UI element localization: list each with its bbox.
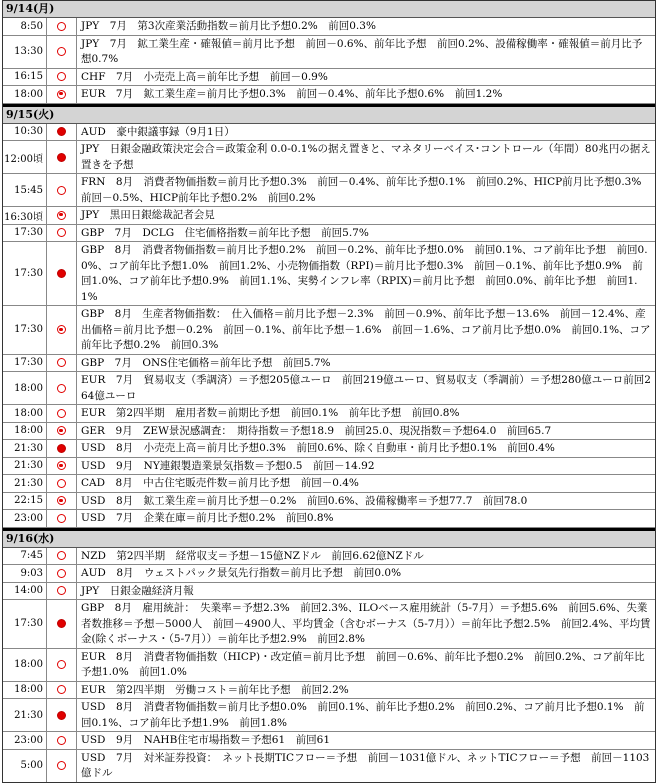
importance-solid-circle-icon [57,711,66,720]
event-row [3,583,655,601]
importance-open-circle-icon [57,22,66,31]
event-row [3,207,655,225]
importance-cell [47,548,77,565]
importance-double-circle-icon [57,90,66,99]
event-description: JPY 7月 鉱工業生産・確報値＝前月比予想 前回－0.6%、前年比予想 前回0.2%、設備稼働率・確報値＝前月比予想0.7% [81,37,643,65]
importance-cell [47,493,77,510]
event-time: 7:45 [3,548,47,565]
event-description: CAD 8月 中古住宅販売件数＝前月比予想 前回－0.4% [81,477,359,489]
importance-solid-circle-icon [57,127,66,136]
importance-cell [47,583,77,600]
event-time: 17:30 [3,225,47,242]
event-description: USD 8月 消費者物価指数＝前月比予想0.0% 前回0.1%、前年比予想0.2% 前回0.2%、コア前月比予想0.1% 前回0.1%、コア前年比予想1.9% 前回1.8% [81,701,645,729]
event-time: 23:00 [3,732,47,749]
importance-cell [47,510,77,527]
event-time: 13:30 [3,36,47,68]
importance-open-circle-icon [57,569,66,578]
event-row [3,565,655,583]
importance-cell [47,600,77,648]
importance-cell [47,174,77,206]
event-description: GBP 8月 雇用統計： 失業率＝予想2.3% 前回2.3%、ILOベース雇用統計（5-7月）＝予想5.6% 前回5.6%、失業者数推移＝予想－5000人 前回－4900人、平均賃金（含むボーナス（5-7月））＝前年比予想2.5% 前回2.4%、平均賃金(除くボーナス・（5-7月））＝前年比予想2.9% 前回2.8% [81,602,651,645]
importance-open-circle-icon [57,228,66,237]
event-description: NZD 第2四半期 経常収支＝予想－15億NZドル 前回6.62億NZドル [81,549,424,562]
day-header: 9/16(水) [3,528,655,548]
event-row [3,548,655,566]
event-row [3,649,655,682]
importance-cell [47,306,77,354]
event-time: 21:30 [3,699,47,731]
importance-cell [47,225,77,242]
event-time: 23:00 [3,510,47,527]
event-time: 17:30 [3,242,47,305]
importance-solid-circle-icon [57,153,66,162]
importance-cell [47,207,77,224]
event-time: 21:30 [3,475,47,492]
event-row [3,699,655,732]
event-time: 10:30 [3,124,47,141]
event-row [3,405,655,423]
importance-open-circle-icon [57,186,66,195]
event-row [3,86,655,104]
event-description: GBP 7月 ONS住宅価格＝前年比予想 前回5.7% [81,356,331,369]
event-description: GBP 7月 DCLG 住宅価格指数＝前年比予想 前回5.7% [81,226,369,239]
event-description: EUR 第2四半期 労働コスト＝前年比予想 前回2.2% [81,683,349,696]
importance-cell [47,475,77,492]
importance-cell [47,565,77,582]
importance-double-circle-icon [57,461,66,470]
event-row [3,510,655,528]
event-row [3,242,655,306]
importance-cell [47,86,77,103]
importance-open-circle-icon [57,685,66,694]
event-row [3,141,655,174]
event-time: 18:00 [3,649,47,681]
event-description: EUR 第2四半期 雇用者数＝前期比予想 前回0.1% 前年比予想 前回0.8% [81,407,460,419]
event-row [3,423,655,441]
day-header: 9/15(火) [3,104,655,124]
importance-cell [47,440,77,457]
event-time: 22:15 [3,493,47,510]
importance-cell [47,732,77,749]
event-row [3,732,655,750]
importance-cell [47,242,77,305]
importance-open-circle-icon [57,358,66,367]
importance-cell [47,18,77,35]
event-time: 9:03 [3,565,47,582]
event-description: JPY 7月 第3次産業活動指数＝前月比予想0.2% 前回0.3% [81,20,376,32]
event-time: 18:00 [3,372,47,404]
event-time: 15:45 [3,174,47,206]
event-description: GBP 8月 消費者物価指数＝前月比予想0.2% 前回－0.2%、前年比予想0.0% 前回0.1%、コア前年比予想 前回0.0%、コア前年比予想1.0% 前回1.2%、小売物価指数（RPI)＝前月比予想0.3% 前回－0.1%、前年比予想0.9% 前回1.0%、コア前年比予想0.9% 前回1.1%、実勢インフレ率（RPIX)＝前月比予想 前回0.0%、前年比予想 前回1.1% [81,244,648,303]
event-time: 18:00 [3,682,47,699]
event-row [3,69,655,87]
importance-open-circle-icon [57,761,66,770]
economic-calendar [2,0,656,783]
event-description: GBP 8月 生産者物価指数： 仕入価格＝前月比予想－2.3% 前回－0.9%、前年比予想－13.6% 前回－12.4%、産出価格＝前月比予想－0.2% 前回－0.1%、前年比予想－1.6% 前回－1.6%、コア前月比予想0.0% 前回0.1%、コア前年比予想0.2% 前回0.3% [81,308,651,351]
importance-double-circle-icon [57,496,66,505]
event-description: EUR 7月 貿易収支（季調済）＝予想205億ユーロ 前回219億ユーロ、貿易収支（季調前）＝予想280億ユーロ前回264億ユーロ [81,374,651,402]
importance-open-circle-icon [57,384,66,393]
event-description: AUD 8月 ウェストパック景気先行指数＝前月比予想 前回0.0% [81,567,402,579]
importance-cell [47,649,77,681]
importance-cell [47,458,77,475]
event-time: 16:30頃 [3,207,47,224]
event-description: CHF 7月 小売売上高＝前年比予想 前回－0.9% [81,70,328,83]
event-description: FRN 8月 消費者物価指数＝前月比予想0.3% 前回－0.4%、前年比予想0.1% 前回0.2%、HICP前月比予想0.3% 前回－0.5%、HICP前年比予想0.2% 前回0.2% [81,176,652,204]
event-time: 12:00頃 [3,141,47,173]
importance-cell [47,699,77,731]
importance-cell [47,36,77,68]
importance-cell [47,372,77,404]
importance-cell [47,69,77,86]
event-description: USD 7月 企業在庫＝前月比予想0.2% 前回0.8% [81,512,334,524]
event-row [3,174,655,207]
event-row [3,493,655,511]
event-description: USD 8月 鉱工業生産＝前月比予想－0.2% 前回0.6%、設備稼働率＝予想77.7 前回78.0 [81,494,528,507]
event-time: 16:15 [3,69,47,86]
importance-open-circle-icon [57,586,66,595]
importance-open-circle-icon [57,514,66,523]
event-time: 21:30 [3,458,47,475]
event-row [3,36,655,69]
importance-open-circle-icon [57,72,66,81]
event-row [3,124,655,142]
importance-double-circle-icon [57,426,66,435]
event-row [3,458,655,476]
event-row [3,475,655,493]
importance-open-circle-icon [57,736,66,745]
event-description: EUR 8月 消費者物価指数（HICP)・改定値＝前月比予想 前回－0.6%、前年比予想0.2% 前回0.2%、コア前年比予想1.0% 前回1.0% [81,650,645,678]
event-time: 5:00 [3,750,47,782]
importance-cell [47,682,77,699]
event-row [3,682,655,700]
day-header: 9/14(月) [3,1,655,18]
event-time: 8:50 [3,18,47,35]
event-row [3,355,655,373]
event-time: 17:30 [3,355,47,372]
importance-double-circle-icon [57,211,66,220]
importance-open-circle-icon [57,479,66,488]
event-description: JPY 日銀金融経済月報 [81,584,194,597]
importance-cell [47,124,77,141]
event-description: AUD 豪中銀議事録（9月1日） [81,125,235,138]
importance-open-circle-icon [57,47,66,56]
event-row [3,750,655,782]
importance-open-circle-icon [57,660,66,669]
event-row [3,372,655,405]
event-time: 17:30 [3,600,47,648]
event-time: 18:00 [3,405,47,422]
event-description: USD 7月 対米証券投資： ネット長期TICフロー＝予想 前回－1031億ドル、ネットTICフロー＝予想 前回－1103億ドル [81,751,650,779]
event-description: EUR 7月 鉱工業生産＝前月比予想0.3% 前回－0.4%、前年比予想0.6% 前回1.2% [81,88,503,100]
event-row [3,440,655,458]
importance-solid-circle-icon [57,619,66,628]
event-time: 21:30 [3,440,47,457]
event-time: 18:00 [3,423,47,440]
event-time: 18:00 [3,86,47,103]
event-row [3,306,655,355]
importance-double-circle-icon [57,325,66,334]
event-row [3,225,655,243]
importance-solid-circle-icon [57,444,66,453]
event-time: 17:30 [3,306,47,354]
importance-cell [47,355,77,372]
importance-cell [47,423,77,440]
importance-open-circle-icon [57,409,66,418]
importance-cell [47,141,77,173]
event-description: GER 9月 ZEW景況感調査： 期待指数＝予想18.9 前回25.0、現況指数＝予想64.0 前回65.7 [81,424,552,437]
event-description: JPY 黒田日銀総裁記者会見 [81,209,215,221]
event-description: USD 9月 NAHB住宅市場指数＝予想61 前回61 [81,734,331,746]
importance-open-circle-icon [57,551,66,560]
importance-cell [47,750,77,782]
event-time: 14:00 [3,583,47,600]
event-description: JPY 日銀金融政策決定会合＝政策金利 0.0-0.1%の据え置きと、マネタリーベイス･コントロール（年間）80兆円の据え置きを予想 [81,143,651,171]
importance-solid-circle-icon [57,269,66,278]
event-description: USD 8月 小売売上高＝前月比予想0.3% 前回0.6%、除く自動車・前月比予想0.1% 前回0.4% [81,442,555,454]
event-row [3,600,655,649]
event-description: USD 9月 NY連銀製造業景気指数＝予想0.5 前回－14.92 [81,459,375,472]
importance-cell [47,405,77,422]
event-row [3,18,655,36]
